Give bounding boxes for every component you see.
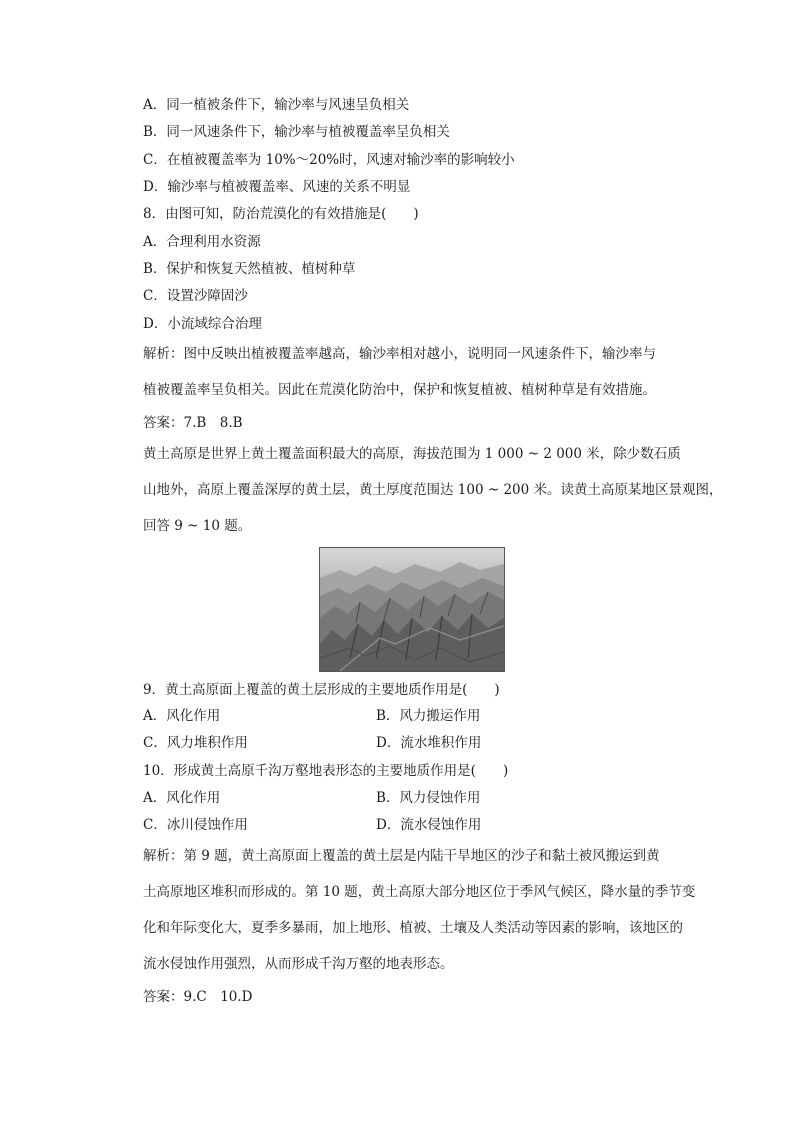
q9-option-a: A．风化作用	[143, 708, 221, 724]
loess-plateau-landscape-photo	[319, 547, 505, 672]
q10-option-d: D．流水侵蚀作用	[376, 817, 482, 833]
analysis-9-10-line4: 流水侵蚀作用强烈，从而形成千沟万壑的地表形态。	[143, 956, 454, 972]
analysis-7-8-line1: 解析：图中反映出植被覆盖率越高，输沙率相对越小，说明同一风速条件下，输沙率与	[143, 346, 656, 362]
answer-7-8: 答案：7.B 8.B	[143, 415, 243, 431]
intro-line1: 黄土高原是世界上黄土覆盖面积最大的高原，海拔范围为 1 000 ~ 2 000 米，除少数石质	[143, 446, 681, 462]
q10-option-a: A．风化作用	[143, 790, 221, 806]
q7-option-a: A．同一植被条件下，输沙率与风速呈负相关	[143, 97, 410, 113]
q8-option-d: D．小流域综合治理	[143, 316, 262, 332]
analysis-9-10-line3: 化和年际变化大，夏季多暴雨，加上地形、植被、土壤及人类活动等因素的影响，该地区的	[143, 920, 683, 936]
q8-option-a: A．合理利用水资源	[143, 234, 261, 250]
q9-option-d: D．流水堆积作用	[376, 735, 482, 751]
analysis-9-10-line1: 解析：第 9 题，黄土高原面上覆盖的黄土层是内陆干旱地区的沙子和黏土被风搬运到黄	[143, 848, 660, 864]
q7-option-d: D．输沙率与植被覆盖率、风速的关系不明显	[143, 179, 411, 195]
q9-stem: 9．黄土高原面上覆盖的黄土层形成的主要地质作用是( )	[143, 682, 500, 698]
answer-9-10: 答案：9.C 10.D	[143, 989, 253, 1005]
q9-option-b: B．风力搬运作用	[376, 708, 481, 724]
q9-option-c: C．风力堆积作用	[143, 735, 248, 751]
q7-option-c: C．在植被覆盖率为 10%～20%时，风速对输沙率的影响较小	[143, 152, 515, 168]
q8-option-b: B．保护和恢复天然植被、植树种草	[143, 261, 356, 277]
q10-option-c: C．冰川侵蚀作用	[143, 817, 248, 833]
intro-line2: 山地外，高原上覆盖深厚的黄土层，黄土厚度范围达 100 ~ 200 米。读黄土高原某地区景观图，	[143, 482, 723, 498]
analysis-9-10-line2: 土高原地区堆积而形成的。第 10 题，黄土高原大部分地区位于季风气候区，降水量的季节变	[143, 884, 696, 900]
q7-option-b: B．同一风速条件下，输沙率与植被覆盖率呈负相关	[143, 124, 450, 140]
q10-option-b: B．风力侵蚀作用	[376, 790, 481, 806]
q8-stem: 8．由图可知，防治荒漠化的有效措施是( )	[143, 206, 419, 222]
intro-line3: 回答 9 ~ 10 题。	[143, 518, 252, 534]
q8-option-c: C．设置沙障固沙	[143, 288, 248, 304]
analysis-7-8-line2: 植被覆盖率呈负相关。因此在荒漠化防治中，保护和恢复植被、植树种草是有效措施。	[143, 382, 656, 398]
q10-stem: 10．形成黄土高原千沟万壑地表形态的主要地质作用是( )	[143, 763, 509, 779]
